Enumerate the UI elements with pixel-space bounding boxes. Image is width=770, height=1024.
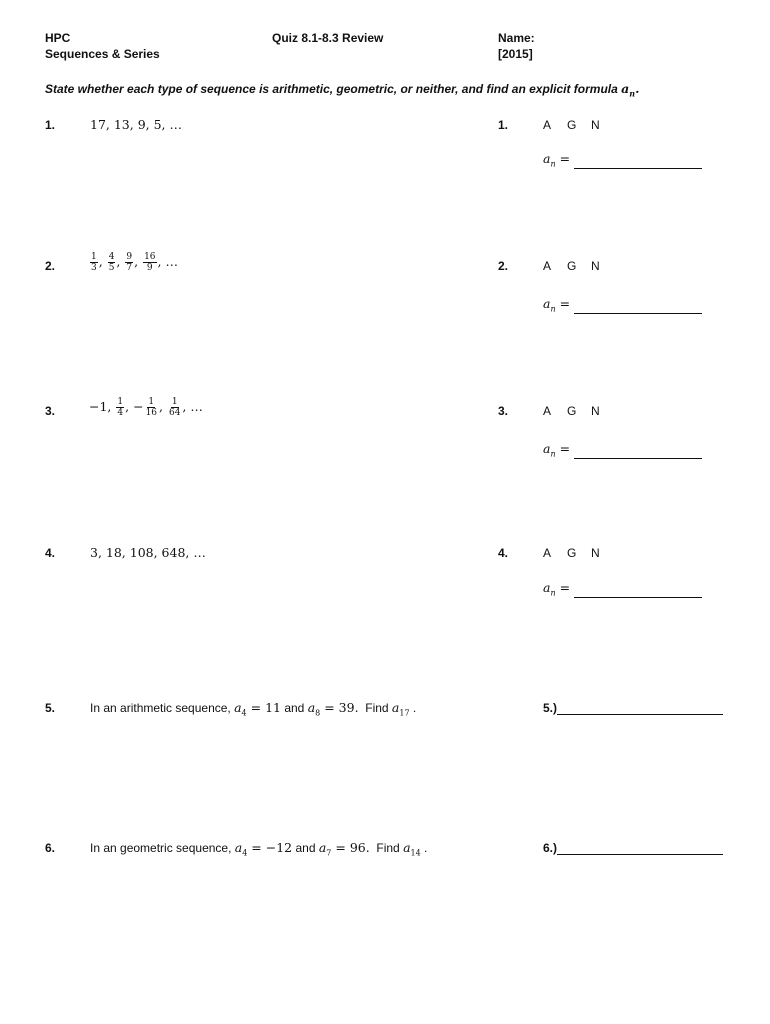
instructions <box>45 81 639 99</box>
choice-a[interactable]: A <box>543 404 552 418</box>
choice-a[interactable]: A <box>543 259 552 273</box>
choice-a[interactable]: A <box>543 546 552 560</box>
choice-n[interactable]: N <box>591 404 600 418</box>
choice-g[interactable]: G <box>567 118 577 132</box>
fraction: $\frac{9}{7}$ <box>126 252 133 273</box>
answer-4-formula[interactable]: $a_n$ = <box>543 580 702 598</box>
answer-3-choices[interactable] <box>543 404 615 418</box>
answer-4-number: 4. <box>498 546 509 560</box>
instructions-variable: $a_n$. <box>621 81 640 99</box>
answer-6-blank[interactable] <box>557 854 723 855</box>
fraction: $\frac{4}{5}$ <box>108 252 115 273</box>
quiz-title: Quiz 8.1-8.3 Review <box>272 31 384 45</box>
fraction: $\frac{16}{9}$ <box>144 252 156 273</box>
choice-n[interactable]: N <box>591 546 600 560</box>
answer-5-blank[interactable] <box>557 714 723 715</box>
choice-g[interactable]: G <box>567 546 577 560</box>
problem-3-number: 3. <box>45 404 56 418</box>
fraction: $\frac{1}{4}$ <box>117 397 124 418</box>
problem-5-number: 5. <box>45 701 56 715</box>
answer-2-formula[interactable]: $a_n$ = <box>543 296 702 314</box>
choice-g[interactable]: G <box>567 259 577 273</box>
choice-a[interactable]: A <box>543 118 552 132</box>
choice-n[interactable]: N <box>591 259 600 273</box>
answer-5-label: 5.) <box>543 701 723 715</box>
fraction: $\frac{1}{16}$ <box>145 397 158 418</box>
problem-1-number: 1. <box>45 118 56 132</box>
problem-6-text: In an geometric sequence, $a_4 = -12$ and $a_7 = 96$. Find $a_{14}$ . <box>90 840 428 858</box>
answer-2-blank[interactable] <box>574 313 702 314</box>
answer-2-number: 2. <box>498 259 509 273</box>
answer-6-label: 6.) <box>543 841 723 855</box>
problem-5-text: In an arithmetic sequence, $a_4 = 11$ and $a_8 = 39$. Find $a_{17}$ . <box>90 700 417 718</box>
problem-2-sequence: $\frac{1}{3}$ , $\frac{4}{5}$ , $\frac{9}{7}$ , $\frac{16}{9}$ , … <box>91 252 178 273</box>
name-label: Name: <box>498 31 535 45</box>
unit-label: Sequences & Series <box>45 47 160 61</box>
problem-1-sequence: 17, 13, 9, 5, … <box>90 117 183 132</box>
answer-3-number: 3. <box>498 404 509 418</box>
answer-4-choices[interactable] <box>543 546 615 560</box>
answer-4-blank[interactable] <box>574 597 702 598</box>
year-label: [2015] <box>498 47 533 61</box>
answer-2-choices[interactable] <box>543 259 615 273</box>
instructions-text: State whether each type of sequence is arithmetic, geometric, or neither, and find an explicit formula <box>45 82 618 96</box>
problem-4-sequence: 3, 18, 108, 648, … <box>90 545 206 560</box>
fraction: $\frac{1}{3}$ <box>91 252 97 273</box>
choice-g[interactable]: G <box>567 404 577 418</box>
answer-3-formula[interactable]: $a_n$ = <box>543 441 702 459</box>
problem-4-number: 4. <box>45 546 56 560</box>
choice-n[interactable]: N <box>591 118 600 132</box>
problem-3-sequence: −1, $\frac{1}{4}$ , − $\frac{1}{16}$ , $\frac{1}{64}$ , … <box>89 397 203 418</box>
problem-2-number: 2. <box>45 259 56 273</box>
problem-6-number: 6. <box>45 841 56 855</box>
answer-1-blank[interactable] <box>574 168 702 169</box>
answer-1-choices[interactable] <box>543 118 615 132</box>
answer-1-number: 1. <box>498 118 509 132</box>
answer-3-blank[interactable] <box>574 458 702 459</box>
fraction: $\frac{1}{64}$ <box>168 397 181 418</box>
course-label: HPC <box>45 31 71 45</box>
answer-1-formula[interactable]: $a_n$ = <box>543 151 702 169</box>
